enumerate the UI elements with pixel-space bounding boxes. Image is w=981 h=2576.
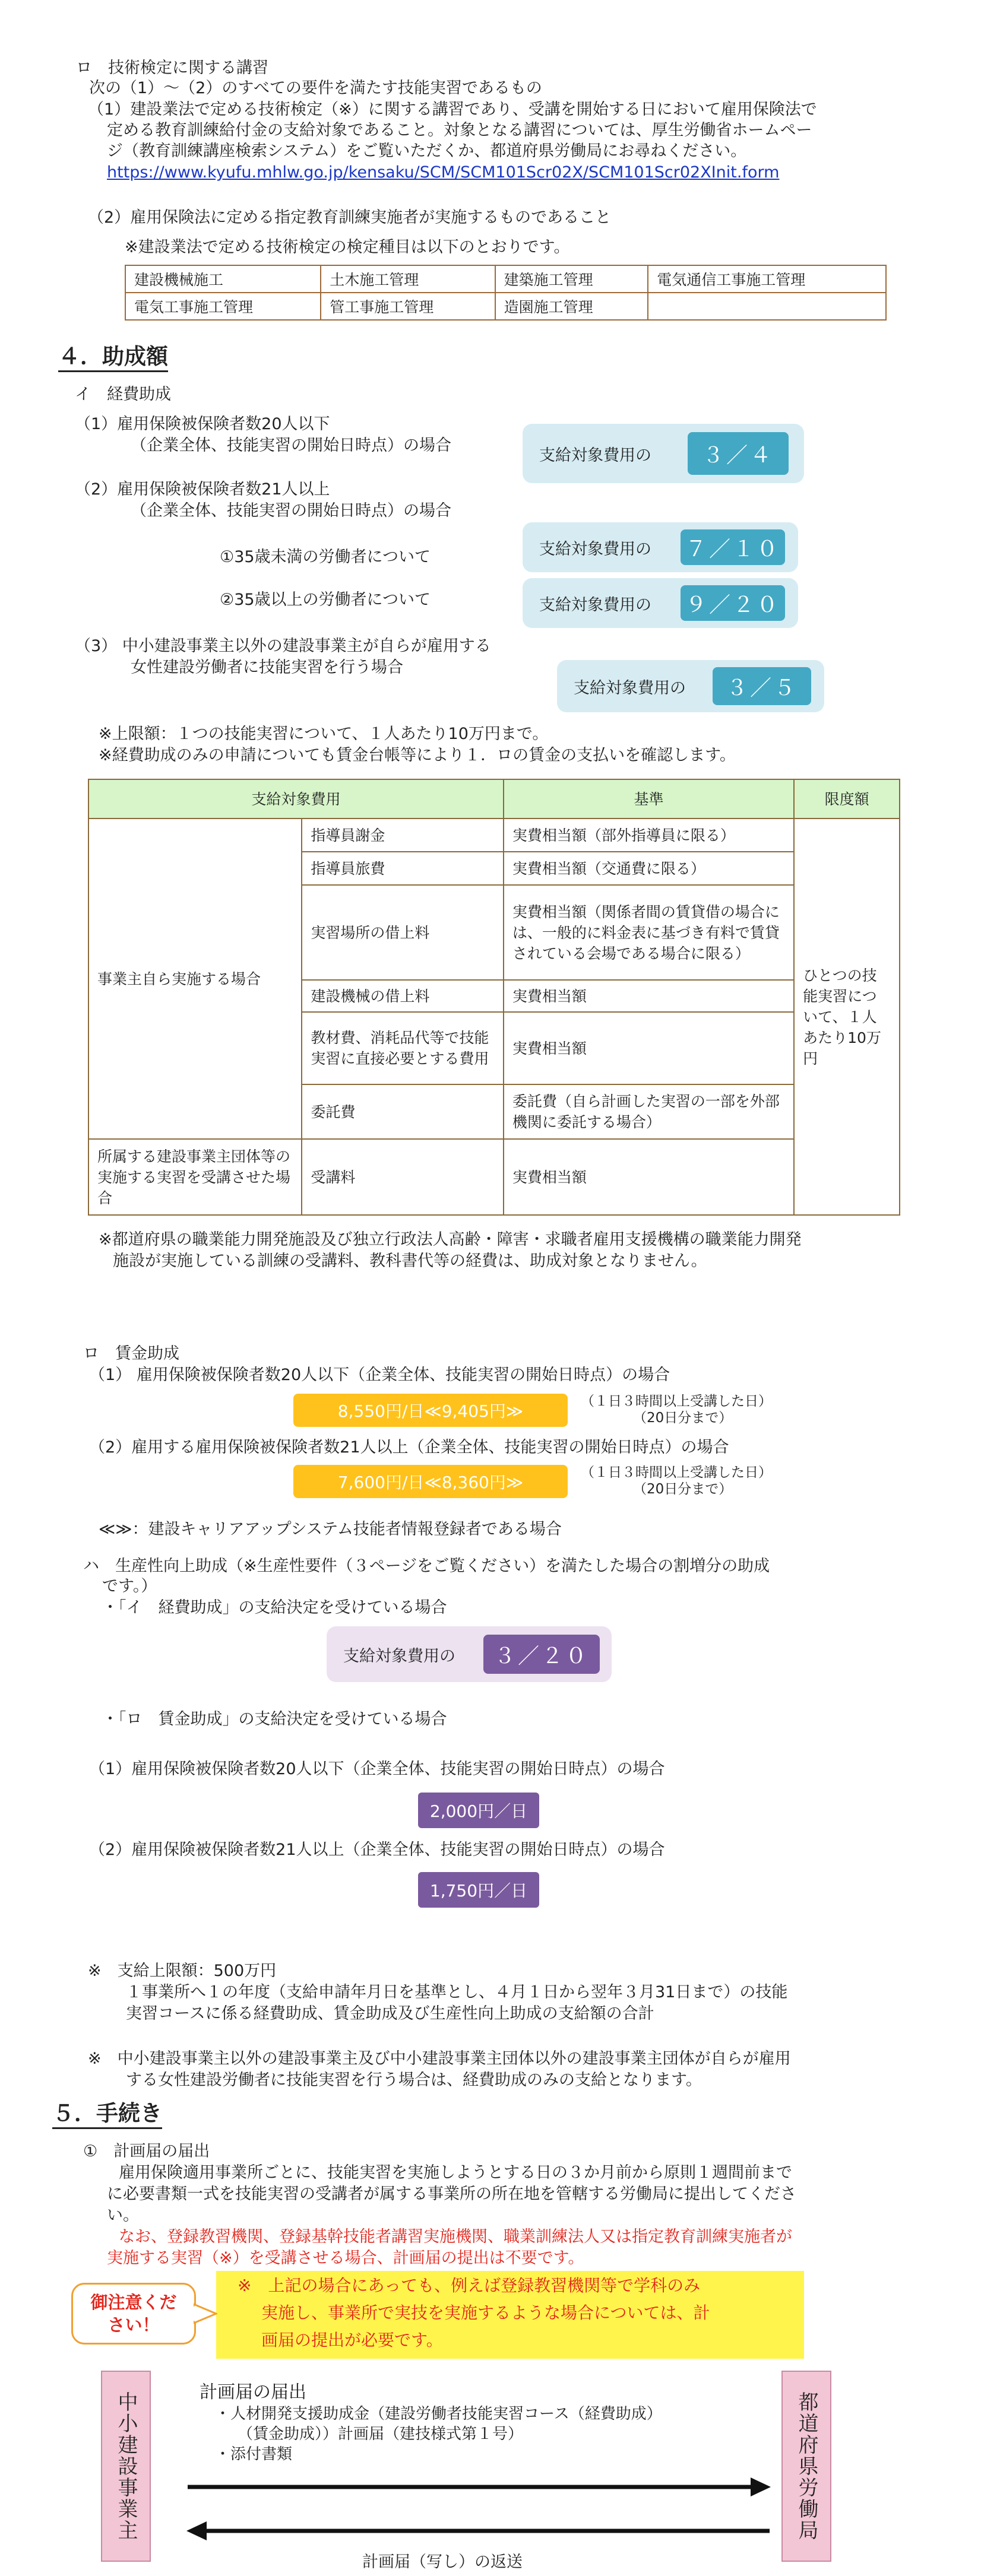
- prod-heading-2: です。）: [102, 1577, 157, 1595]
- item1-line3: ジ（教育訓練講座検索システム）をご覧いただくか、都道府県労働局にお尋ねください。: [107, 142, 747, 160]
- prod-heading-1: ハ 生産性向上助成（※生産性要件（３ページをご覧ください）を満たした場合の割増分の助成: [83, 1557, 770, 1575]
- cost-item: 指導員謝金: [302, 819, 504, 852]
- section-4-title: ４．助成額: [58, 343, 168, 370]
- header-basis: 基準: [504, 779, 794, 819]
- prod-amount-1: 2,000円／日: [418, 1793, 539, 1828]
- cost-basis: 実費相当額: [504, 1139, 794, 1215]
- table-cell: 造園施工管理: [495, 293, 648, 320]
- table-cell: 電気通信工事施工管理: [648, 265, 886, 293]
- rate-box-1: [523, 424, 804, 483]
- rate-label: 支給対象費用の: [343, 1647, 455, 1665]
- rate-box-2b: [523, 578, 798, 628]
- exemption-line2: 実施する実習（※）を受講させる場合、計画届の提出は不要です。: [107, 2249, 584, 2267]
- wage-amount-1: 8,550円/日≪9,405円≫: [293, 1394, 568, 1427]
- rate-box-3: [557, 660, 824, 712]
- education-search-link[interactable]: https://www.kyufu.mhlw.go.jp/kensaku/SCM/SCM101Scr02X/SCM101Scr02XInit.form: [107, 163, 780, 182]
- cost-basis: 実費相当額（関係者間の賃貸借の場合には、一般的に料金表に基づき有料で賃貸されている会場である場合に限る）: [504, 885, 794, 980]
- rate-label: 支給対象費用の: [539, 540, 651, 559]
- prod-rate-box: [327, 1626, 612, 1682]
- cost-basis: 委託費（自ら計画した実習の一部を外部機関に委託する場合）: [504, 1084, 794, 1139]
- rate-value: ３／５: [713, 667, 811, 705]
- header-limit: 限度額: [794, 779, 900, 819]
- caution-callout: 御注意ください！: [71, 2283, 196, 2345]
- case2-under35: ①35歳未満の労働者について: [220, 548, 431, 566]
- case2-line2: （企業全体、技能実習の開始日時点）の場合: [131, 502, 451, 520]
- header-cost: 支給対象費用: [88, 779, 504, 819]
- wage-note3: （１日３時間以上受講した日）: [581, 1465, 772, 1480]
- flow-title: 計画届の届出: [200, 2382, 306, 2403]
- prod-case-2: （2）雇用保険被保険者数21人以上（企業全体、技能実習の開始日時点）の場合: [89, 1841, 665, 1859]
- flow-bullet1: ・人材開発支援助成金（建設労働者技能実習コース（経費助成）: [215, 2405, 662, 2423]
- cost-basis: 実費相当額: [504, 1012, 794, 1084]
- limit-line2: １事業所へ１の年度（支給申請年月日を基準とし、４月１日から翌年３月31日まで）の技能: [126, 1983, 788, 2001]
- flow-bullet3: ・添付書類: [215, 2445, 293, 2463]
- table-cell: 電気工事施工管理: [125, 293, 321, 320]
- flow-bullet2: （賃金助成））計画届（建技様式第１号）: [238, 2425, 524, 2443]
- limit-line1: ※ 支給上限額：500万円: [88, 1962, 277, 1980]
- footnote-line1: ※都道府県の職業能力開発施設及び独立行政法人高齢・障害・求職者雇用支援機構の職業能力開発: [99, 1230, 802, 1249]
- wage-note2: （20日分まで）: [633, 1410, 733, 1426]
- table-header-row: [88, 779, 900, 819]
- item2: （2）雇用保険法に定める指定教育訓練実施者が実施するものであること: [88, 208, 612, 227]
- rate-box-2a: [523, 522, 798, 572]
- i-heading: イ 経費助成: [75, 385, 171, 404]
- item1-line2: 定める教育訓練給付金の支給対象であること。対象となる講習については、厚生労働省ホームペー: [107, 121, 812, 139]
- limit-note: ※上限額：１つの技能実習について、１人あたり10万円まで。: [99, 725, 549, 743]
- procedure-p1: 雇用保険適用事業所ごとに、技能実習を実施しようとする日の３か月前から原則１週間前まで: [119, 2163, 792, 2182]
- group-association: 所属する建設事業主団体等の実施する実習を受講させた場合: [88, 1139, 302, 1215]
- tech-note: ※建設業法で定める技術検定の検定種目は以下のとおりです。: [125, 238, 570, 256]
- wage-note4: （20日分まで）: [633, 1481, 733, 1497]
- table-cell: 土木施工管理: [321, 265, 495, 293]
- wage-amount-2: 7,600円/日≪8,360円≫: [293, 1465, 568, 1498]
- rate-value: ９／２０: [681, 585, 785, 621]
- limit-cell: ひとつの技能実習について、１人あたり10万円: [794, 819, 900, 1215]
- cost-item: 建設機械の借上料: [302, 980, 504, 1012]
- table-row: [125, 293, 886, 320]
- case2-over35: ②35歳以上の労働者について: [220, 591, 431, 609]
- flow-return-label: 計画届（写し）の返送: [362, 2553, 523, 2571]
- women-line2: する女性建設労働者に技能実習を行う場合は、経費助成のみの支給となります。: [126, 2071, 702, 2089]
- cost-basis: 実費相当額（部外指導員に限る）: [504, 819, 794, 852]
- ro-heading: ロ 技術検定に関する講習: [76, 59, 268, 77]
- rate-value: ３／２０: [483, 1635, 600, 1674]
- procedure-p2: に必要書類一式を技能実習の受講者が属する事業所の所在地を管轄する労働局に提出してくださ: [107, 2185, 796, 2203]
- rate-value: ３／４: [688, 432, 789, 475]
- cost-item: 委託費: [302, 1084, 504, 1139]
- group-self: 事業主自ら実施する場合: [88, 819, 302, 1139]
- cost-item: 指導員旅費: [302, 852, 504, 885]
- wage-heading: ロ 賃金助成: [83, 1344, 179, 1363]
- prod-case-b: ・「ロ 賃金助成」の支給決定を受けている場合: [102, 1710, 447, 1728]
- case1-line1: （1）雇用保険被保険者数20人以下: [75, 415, 330, 433]
- section-5-title: ５．手続き: [52, 2100, 162, 2127]
- procedure-p3: い。: [107, 2206, 139, 2225]
- caution-line1: ※ 上記の場合にあっても、例えば登録教習機関等で学科のみ: [238, 2276, 701, 2295]
- cost-item: 教材費、消耗品代等で技能実習に直接必要とする費用: [302, 1012, 504, 1084]
- cost-item: 実習場所の借上料: [302, 885, 504, 980]
- item1-line1: （1）建設業法で定める技術検定（※）に関する講習であり、受講を開始する日において雇用保険法で: [88, 100, 817, 119]
- cost-basis: 実費相当額: [504, 980, 794, 1012]
- rate-label: 支給対象費用の: [574, 678, 686, 697]
- tech-exam-table: [125, 265, 887, 321]
- table-row: [88, 819, 900, 852]
- table-cell: [648, 293, 886, 320]
- cost-basis: 実費相当額（交通費に限る）: [504, 852, 794, 885]
- table-row: [125, 265, 886, 293]
- case3-line1: （3） 中小建設事業主以外の建設事業主が自らが雇用する: [75, 637, 491, 655]
- women-line1: ※ 中小建設事業主以外の建設事業主及び中小建設事業主団体以外の建設事業主団体が自らが雇用: [88, 2050, 791, 2068]
- labour-bureau-box: 都道府県労働局: [781, 2371, 831, 2562]
- employer-box: 中小建設事業主: [101, 2371, 151, 2562]
- table-cell: 建設機械施工: [125, 265, 321, 293]
- exemption-line1: なお、登録教習機関、登録基幹技能者講習実施機関、職業訓練法人又は指定教育訓練実施者が: [119, 2228, 792, 2246]
- limit-line3: 実習コースに係る経費助成、賃金助成及び生産性向上助成の支給額の合計: [126, 2004, 654, 2023]
- prod-amount-2: 1,750円／日: [418, 1872, 539, 1908]
- intro-lead: 次の（1）～（2）のすべての要件を満たす技能実習であるもの: [89, 79, 542, 97]
- case1-line2: （企業全体、技能実習の開始日時点）の場合: [131, 436, 451, 455]
- flow-arrows: [185, 2475, 772, 2546]
- table-cell: 建築施工管理: [495, 265, 648, 293]
- footnote-line2: 施設が実施している訓練の受講料、教科書代等の経費は、助成対象となりません。: [113, 1252, 707, 1270]
- procedure-item: ① 計画届の届出: [83, 2142, 210, 2161]
- table-row: [88, 1139, 900, 1215]
- career-note: ≪≫：建設キャリアアップシステム技能者情報登録者である場合: [99, 1520, 562, 1538]
- rate-label: 支給対象費用の: [539, 446, 651, 465]
- cost-item: 受講料: [302, 1139, 504, 1215]
- caution-line2: 実施し、事業所で実技を実施するような場合については、計: [261, 2303, 710, 2323]
- case2-line1: （2）雇用保険被保険者数21人以上: [75, 480, 330, 499]
- callout-pointer: [194, 2302, 217, 2326]
- caution-line3: 画届の提出が必要です。: [261, 2330, 443, 2350]
- table-cell: 管工事施工管理: [321, 293, 495, 320]
- expense-table: [88, 779, 900, 1216]
- prod-case-1: （1）雇用保険被保険者数20人以下（企業全体、技能実習の開始日時点）の場合: [89, 1760, 665, 1778]
- wage-case2: （2）雇用する雇用保険被保険者数21人以上（企業全体、技能実習の開始日時点）の場合: [89, 1438, 729, 1457]
- ledger-note: ※経費助成のみの申請についても賃金台帳等により１．ロの賃金の支払いを確認します。: [99, 746, 736, 764]
- rate-label: 支給対象費用の: [539, 595, 651, 614]
- prod-case-a: ・「イ 経費助成」の支給決定を受けている場合: [102, 1598, 447, 1617]
- rate-value: ７／１０: [681, 529, 785, 565]
- wage-case1: （1） 雇用保険被保険者数20人以下（企業全体、技能実習の開始日時点）の場合: [89, 1366, 670, 1384]
- wage-note1: （１日３時間以上受講した日）: [581, 1394, 772, 1409]
- case3-line2: 女性建設労働者に技能実習を行う場合: [131, 658, 403, 677]
